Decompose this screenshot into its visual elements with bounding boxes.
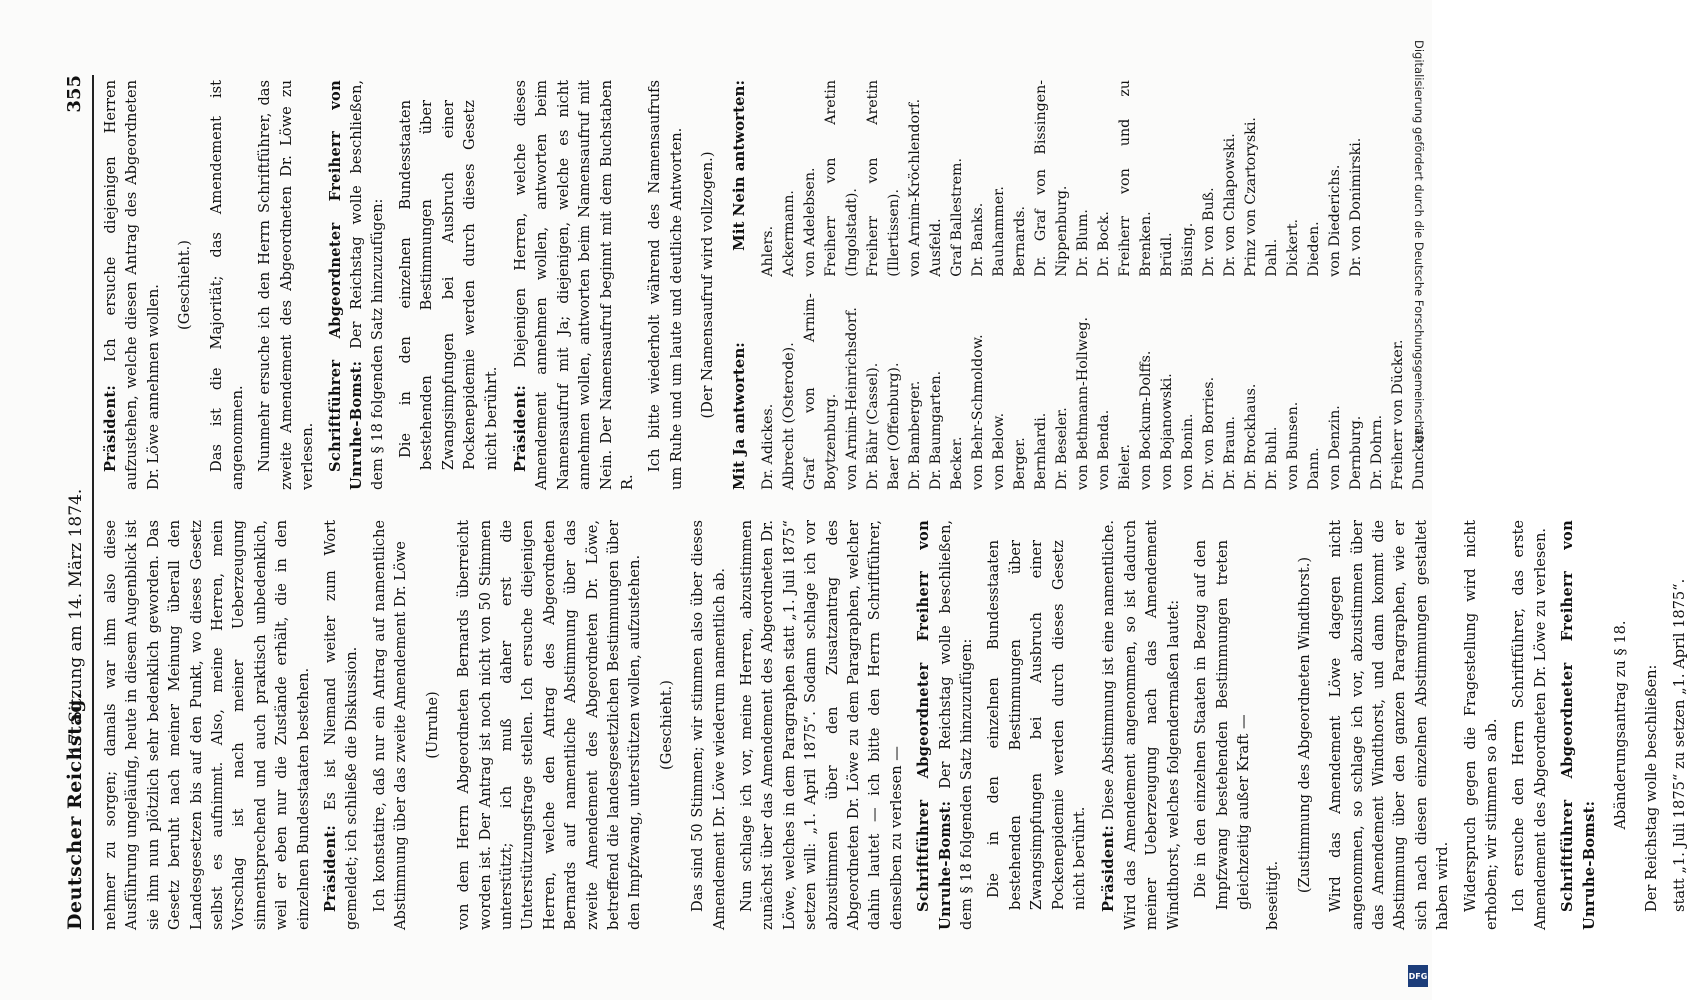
dfg-logo: DFG (1408, 965, 1428, 987)
voter-name: Bernhardi. (1032, 412, 1049, 490)
speech-text: Diese Abstimmung ist eine namentliche. Wird das Amendement angenommen, so ist dadurch meiner Ueberzeugung nach das Amendement Windthorst, welches folgendermaßen lautet: (1100, 520, 1182, 930)
voter-name: von Bunsen. (1284, 401, 1301, 490)
session-title: 17. Sitzung am 14. März 1874. (66, 488, 86, 755)
voter-name: von Benda. (1095, 409, 1112, 490)
paragraph (100, 80, 164, 490)
voter-name: Berger. (1011, 437, 1028, 490)
speaker-label: Präsident: (1100, 824, 1118, 912)
stage-direction: (Geschieht.) (657, 680, 675, 770)
paragraph: Nun schlage ich vor, meine Herren, abzustimmen zunächst über das Amendement des Abgeordneten Dr. Löwe, welches in dem Paragraphen statt „1. Juli 1875“ setzen will: „1. April 1875“. Sodann schlage ich vor abzustimmen über den Zusatzantrag des Abgeordneten Dr. Löwe zu dem Paragraphen, welcher dahin lautet — ich bitte den Herrn Schriftführer, denselben zu verlesen — (737, 520, 905, 930)
voter-name: Dr. Blum. (1074, 209, 1091, 277)
voter-name: Ackermann. (780, 190, 797, 277)
voter-name: Ausfeld. (927, 218, 944, 277)
nein-heading: Mit Nein antworten: (729, 80, 748, 251)
speaker-label: Schriftführer Abgeordneter Freiherr von Unruhe-Bomst: (326, 80, 366, 490)
voter-name: Dr. Bock. (1095, 211, 1112, 277)
voter-name: Freiherr von Aretin (Ingolstadt). (822, 80, 860, 277)
voter-name: von Bojanowski. (1158, 373, 1175, 490)
voter-name: Dr. Bähr (Cassel). (864, 362, 881, 490)
paragraph (913, 520, 977, 930)
stage-direction: (Der Namensaufruf wird vollzogen.) (699, 151, 717, 419)
paragraph: Ich bitte wiederholt während des Namensaufrufs um Ruhe und um laute und deutliche Antworten. (646, 80, 685, 490)
voter-name: von Bockum-Dolffs. (1137, 350, 1154, 490)
speaker-label: Schriftführer Abgeordneter Freiherr von Unruhe-Bomst: (915, 520, 954, 930)
paragraph (1098, 520, 1184, 930)
voter-name: von Adelebsen. (801, 167, 818, 277)
stage-direction: (Unruhe) (423, 691, 441, 759)
voter-name: Freiherr von Dücker. (1389, 339, 1406, 490)
speech-text: Ich ersuche diejenigen Herren aufzustehen, welche diesen Antrag des Abgeordneten Dr. Löwe annehmen wollen. (102, 80, 162, 490)
paragraph: Nunmehr ersuche ich den Herrn Schriftführer, das zweite Amendement des Abgeordneten Dr. Löwe zu verlesen. (256, 80, 317, 490)
voter-name: Bernards. (1011, 205, 1028, 277)
paragraph (1557, 520, 1600, 930)
vote-lists (758, 80, 1430, 490)
page-number: 355 (64, 75, 85, 113)
quoted-amendment: Die in den einzelnen Bundesstaaten bestehenden Bestimmungen über Zwangsimpfungen bei Ausbruch einer Pockenepidemie werden durch dieses Gesetz nicht berührt. (985, 540, 1089, 910)
footer (1408, 40, 1430, 980)
paragraph (320, 520, 363, 930)
nein-names-list (758, 80, 1430, 277)
stage-direction: (Geschieht.) (176, 240, 194, 330)
paragraph: Wird das Amendement Löwe dagegen nicht angenommen, so schlage ich vor, abzustimmen über das Amendement Windthorst, und dann kommt die Abstimmung über den ganzen Paragraphen, wie er sich nach diesen einzelnen Abstimmungen gestaltet haben wird. (1327, 520, 1452, 930)
voter-name: Dahl. (1263, 238, 1280, 277)
voter-name: Dr. Brockhaus. (1242, 383, 1259, 490)
voter-name: Dr. Adickes. (759, 403, 776, 490)
paragraph: Der Reichstag wolle beschließen: (1643, 664, 1661, 912)
speech-text: Diejenigen Herren, welche dieses Amendement annehmen wollen, antworten beim Namensaufruf mit Ja; diejenigen, welche es nicht annehmen wollen, antworten beim Namensaufruf mit Nein. Der Namensaufruf beginnt mit dem Buchstaben R. (511, 80, 636, 490)
paragraph (510, 80, 638, 490)
voter-name: von Below. (990, 412, 1007, 490)
ja-heading: Mit Ja antworten: (729, 342, 748, 490)
page-header (58, 75, 94, 930)
voter-name: Dickert. (1284, 218, 1301, 277)
voter-name: Dr. Banks. (969, 202, 986, 277)
voter-name: Dr. Beseler. (1053, 407, 1070, 490)
voter-name: Büsing. (1179, 222, 1196, 277)
voter-name: Dann. (1305, 447, 1322, 490)
journal-title: Deutscher Reichstag. (64, 691, 86, 930)
voter-name: Freiherr von Aretin (Illertissen). (864, 80, 902, 277)
voter-name: Graf Ballestrem. (948, 157, 965, 277)
ja-names-list (758, 293, 1430, 490)
voter-name: Dr. von Donimirski. (1347, 137, 1364, 277)
paragraph: Ich konstatire, daß nur ein Antrag auf namentliche Abstimmung über das zweite Amendement Dr. Löwe (370, 520, 410, 930)
voter-name: von Diederichs. (1326, 164, 1343, 277)
quoted-amendment: Die in den einzelnen Staaten in Bezug auf den Impfzwang bestehenden Bestimmungen treten gleichzeitig außer Kraft — (1192, 540, 1252, 910)
voter-name: Dr. von Buß. (1200, 187, 1217, 277)
voter-name: Dieden. (1305, 221, 1322, 277)
voter-name: Dr. von Chlapowski. (1221, 133, 1238, 277)
speaker-label: Schriftführer Abgeordneter Freiherr von Unruhe-Bomst: (1559, 520, 1598, 930)
paragraph (325, 80, 389, 490)
speaker-label: Präsident: (102, 384, 119, 472)
paragraph: von dem Herrn Abgeordneten Bernards überreicht worden ist. Der Antrag ist noch nicht von 50 Stimmen unterstützt; ich muß daher erst die Unterstützungsfrage stellen. Ich ersuche diejenigen Herren, welche den Antrag des Abgeordneten Bernards auf namentliche Abstimmung über das zweite Amendement des Abgeordneten Dr. Löwe, betreffend die landesgesetzlichen Bestimmungen über den Impfzwang, unterstützen wollen, aufzustehen. (455, 520, 644, 930)
footer-text: Digitalisierung gefördert durch die Deutsche Forschungsgemeinschaft (1412, 40, 1426, 444)
paragraph: nehmer zu sorgen; damals war ihm also diese Ausführung ungeläufig, heute in diesem Augenblick ist sie ihm nun plötzlich sehr bedenklich geworden. Das Gesetz beruht nach meiner Meinung überall den Landesgesetzen bis auf den Punkt, wo dieses Gesetz selbst es aufnimmt. Also, meine Herren, mein Vorschlag ist nach meiner Ueberzeugung sinnentsprechend und auch praktisch unbedenklich, weil er eben nur die Zustände erhält, die in den einzelnen Bundesstaaten bestehen. (102, 520, 312, 930)
voter-name: Albrecht (Osterode). (780, 342, 797, 490)
quoted-amendment: Die in den einzelnen Bundesstaaten bestehenden Bestimmungen über Zwangsimpfungen bei Ausbruch einer Pockenepidemie werden durch dieses Gesetz nicht berührt. (396, 100, 500, 470)
voter-name: Duncker. (1410, 425, 1427, 490)
voter-name: Dr. Braun. (1221, 415, 1238, 490)
speaker-label: Präsident: (322, 824, 340, 912)
speech-text: Es ist Niemand weiter zum Wort gemeldet; ich schließe die Diskussion. (322, 520, 361, 930)
speech-text: Der Reichstag wolle beschließen, dem § 18 folgenden Satz hinzuzufügen: (936, 520, 976, 930)
voter-name: Bauhammer. (990, 186, 1007, 277)
left-column (100, 520, 1688, 930)
voter-name: von Bethmann-Hollweg. (1074, 317, 1091, 490)
paragraph: Das ist die Majorität; das Amendement ist angenommen. (207, 80, 247, 490)
voter-name: Baer (Offenburg). (885, 362, 902, 490)
voter-name: Dr. Buhl. (1263, 426, 1280, 490)
voter-name: von Denzin. (1326, 405, 1343, 490)
paragraph: statt „1. Juli 1875“ zu setzen „1. April 1875“. (1670, 578, 1688, 912)
voter-name: Dr. von Borries. (1200, 376, 1217, 490)
voter-name: Dr. Graf von Bissingen-Nippenburg. (1032, 80, 1070, 277)
paragraph: Widerspruch gegen die Fragestellung wird nicht erhoben; wir stimmen so ab. (1461, 520, 1500, 930)
paragraph: Ich ersuche den Herrn Schriftführer, das erste Amendement des Abgeordneten Dr. Löwe zu verlesen. (1510, 520, 1549, 930)
voter-name: von Arnim-Heinrichsdorf. (843, 307, 860, 490)
speech-text: Der Reichstag wolle beschließen, dem § 18 folgenden Satz hinzuzufügen: (348, 80, 387, 490)
voter-name: von Behr-Schmoldow. (969, 334, 986, 490)
voter-name: Graf von Arnim-Boytzenburg. (801, 293, 839, 490)
voter-name: von Arnim-Kröchlendorf. (906, 98, 923, 277)
voter-name: Dernburg. (1347, 415, 1364, 490)
voter-name: Dr. Bamberger. (906, 380, 923, 490)
vote-headings (729, 80, 750, 490)
voter-name: Brüdl. (1158, 232, 1175, 277)
speaker-label: Präsident: (511, 384, 529, 472)
voter-name: von Bonin. (1179, 413, 1196, 490)
voter-name: Dr. Dohrn. (1368, 414, 1385, 490)
voter-name: Prinz von Czartoryski. (1242, 117, 1259, 277)
amendment-heading: Abänderungsantrag zu § 18. (1612, 620, 1629, 830)
voter-name: Freiherr von und zu Brenken. (1116, 80, 1154, 277)
voter-name: Dr. Baumgarten. (927, 370, 944, 490)
paragraph: beseitigt. (1264, 860, 1282, 930)
stage-direction: (Zustimmung des Abgeordneten Windthorst.) (1295, 556, 1313, 894)
voter-name: Ahlers. (759, 225, 776, 277)
paragraph: Das sind 50 Stimmen; wir stimmen also über dieses Amendement Dr. Löwe wiederum namentlich ab. (689, 520, 728, 930)
voter-name: Bieler. (1116, 443, 1133, 490)
voter-name: Becker. (948, 436, 965, 490)
